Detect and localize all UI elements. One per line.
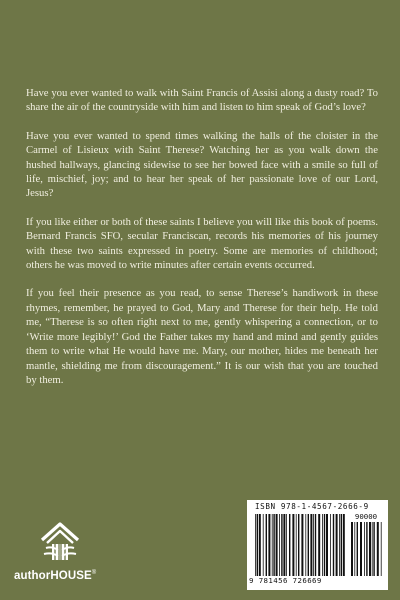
back-cover-blurb: [26, 86, 378, 401]
blurb-paragraph-1: Have you ever wanted to walk with Saint Francis of Assisi along a dusty road? To share the air of the countryside with him and listen to him speak of God’s love?: [26, 87, 378, 114]
ean-barcode-bars: [255, 514, 347, 576]
publisher-name: [14, 570, 114, 582]
blurb-paragraph-2: Have you ever wanted to spend times walking the halls of the cloister in the Carmel of Lisieux with Saint Therese? Watching her as you walk down the hushed hallways, glancing sidewise to see her bowed face with a smile so full of life, mischief, joy; and to hear her speak of her passionate love of our Lord, Jesus?: [26, 129, 378, 200]
registered-mark: ®: [91, 570, 97, 576]
publisher-name-text: authorHOUSE: [14, 570, 92, 582]
ean-digits: 9 781456 726669: [249, 576, 322, 585]
author-house-book-icon: [38, 520, 82, 566]
supplement-barcode-bars: [351, 522, 383, 576]
blurb-paragraph-3: If you like either or both of these saints I believe you will like this book of poems. Bernard Francis SFO, secular Franciscan, records his memories of his journey with these two saints expressed in poetry. Some are memories of childhood; others he was moved to write minutes after certain events occurred.: [26, 215, 378, 272]
price-supplement-number: 90000: [354, 512, 378, 521]
isbn-barcode: [247, 500, 388, 590]
isbn-label: ISBN 978-1-4567-2666-9: [255, 502, 369, 511]
publisher-logo: [14, 520, 104, 590]
blurb-paragraph-4: If you feel their presence as you read, to sense Therese’s handiwork in these rhymes, remember, he prayed to God, Mary and Therese for their help. He told me, “Therese is so often right next to me, gently whispering a connection, or to ‘Write more legibly!’ God the Father takes my hand and mind and gently guides them to write what He would have me. Mary, our mother, hides me beneath her mantle, shielding me from discouragement.” It is our wish that you are touched by them.: [26, 287, 378, 386]
